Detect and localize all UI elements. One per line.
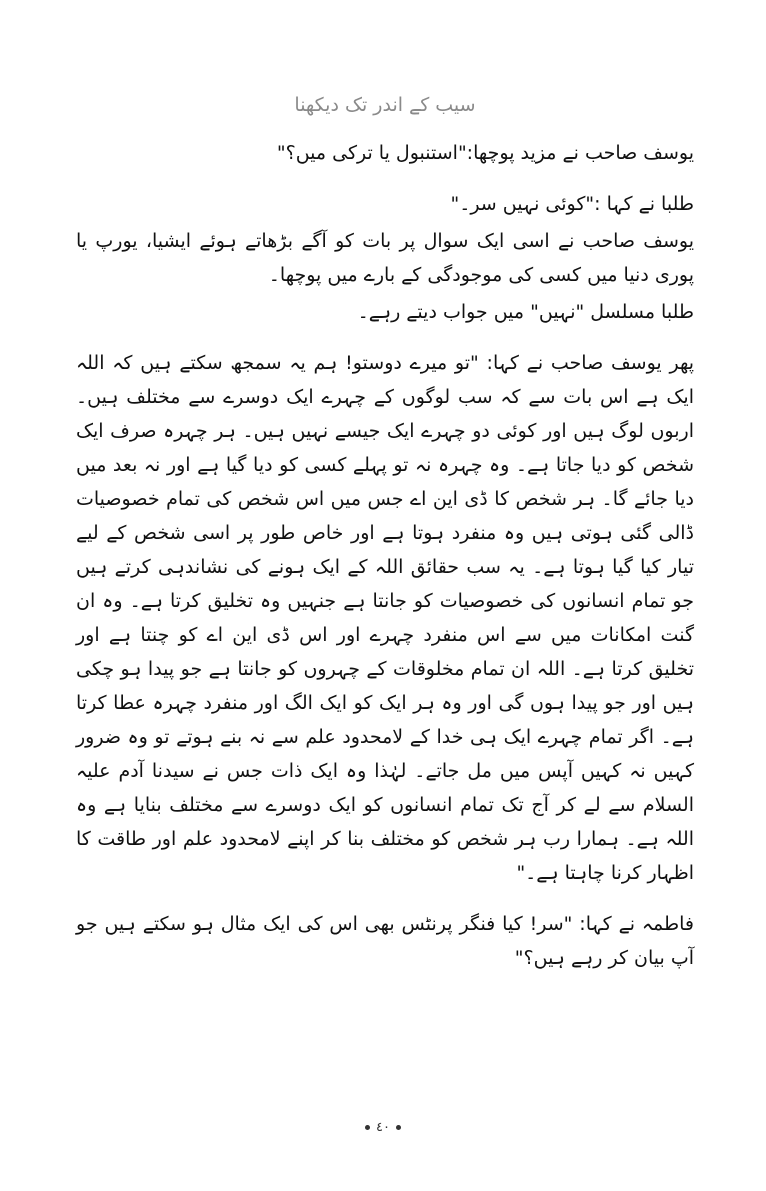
page-number — [0, 1120, 766, 1135]
page-number-dot-right — [365, 1125, 370, 1130]
paragraph-yusuf-question: یوسف صاحب نے مزید پوچھا:"استنبول یا ترکی میں؟" — [276, 142, 694, 164]
page-number-value: ٤٠ — [376, 1120, 390, 1135]
page-number-dot-left — [396, 1125, 401, 1130]
paragraph-yusuf-asks-world: یوسف صاحب نے اسی ایک سوال پر بات کو آگے بڑھاتے ہوئے ایشیا، یورپ یا پوری دنیا میں کسی کی موجودگی کے بارے میں پوچھا۔ — [76, 230, 694, 286]
running-header: سیب کے اندر تک دیکھنا — [294, 94, 476, 116]
paragraph-yusuf-explanation: پھر یوسف صاحب نے کہا: "تو میرے دوستو! ہم یہ سمجھ سکتے ہیں کہ اللہ ایک ہے اس بات سے کہ سب لوگوں کے چہرے ایک دوسرے سے مختلف ہیں۔ اربوں لوگ ہیں اور کوئی دو چہرے ایک جیسے نہیں ہیں۔ ہر چہرہ صرف ایک شخص کو دیا جاتا ہے۔ وہ چہرہ نہ تو پہلے کسی کو دیا گیا ہے اور نہ بعد میں دیا جائے گا۔ ہر شخص کا ڈی این اے جس میں اس شخص کی تمام خصوصیات ڈالی گئی ہوتی ہیں وہ منفرد ہوتا ہے اور خاص طور پر اسی شخص کے لیے تیار کیا گیا ہوتا ہے۔ یہ سب حقائق اللہ کے ایک ہونے کی نشاندہی کرتے ہیں جو تمام انسانوں کی خصوصیات کو جانتا ہے جنہیں وہ تخلیق کرتا ہے۔ وہ ان گنت امکانات میں سے اس منفرد چہرے اور اس ڈی این اے کو چنتا ہے اور تخلیق کرتا ہے۔ اللہ ان تمام مخلوقات کے چہروں کو جانتا ہے جو پیدا ہو چکی ہیں اور جو پیدا ہوں گی اور وہ ہر ایک کو ایک الگ اور منفرد چہرہ عطا کرتا ہے۔ اگر تمام چہرے ایک ہی خدا کے لامحدود علم سے نہ بنے ہوتے تو وہ ضرور کہیں نہ کہیں آپس میں مل جاتے۔ لہٰذا وہ ایک ذات جس نے سیدنا آدم علیہ السلام سے لے کر آج تک تمام انسانوں کو ایک دوسرے سے مختلف بنایا ہے وہ اللہ ہے۔ ہمارا رب ہر شخص کو مختلف بنا کر اپنے لامحدود علم اور طاقت کا اظہار کرنا چاہتا ہے۔" — [76, 352, 694, 884]
paragraph-fatima-question: فاطمہ نے کہا: "سر! کیا فنگر پرنٹس بھی اس کی ایک مثال ہو سکتے ہیں جو آپ بیان کر رہے ہیں؟" — [76, 913, 694, 969]
paragraph-students-reply: طلبا نے کہا :"کوئی نہیں سر۔" — [450, 193, 694, 215]
paragraph-students-no: طلبا مسلسل "نہیں" میں جواب دیتے رہے۔ — [357, 301, 694, 323]
